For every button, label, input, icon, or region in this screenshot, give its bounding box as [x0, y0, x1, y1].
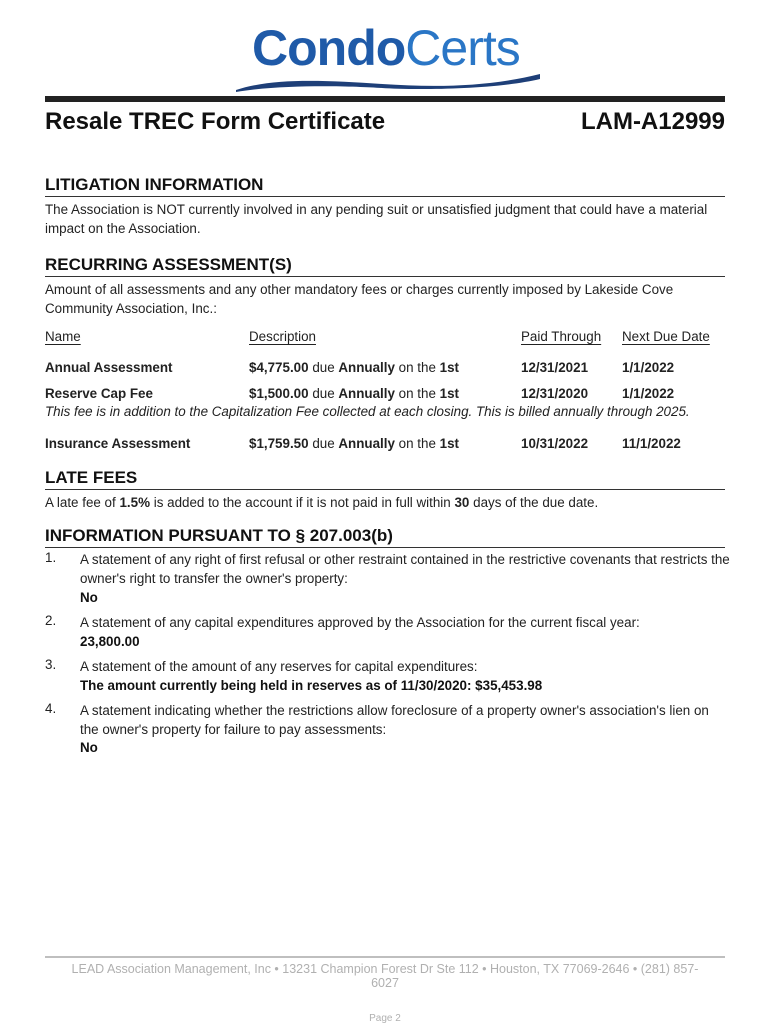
assessment-next-due: 1/1/2022 — [622, 360, 675, 375]
assessment-on-the: on the — [398, 436, 436, 451]
assessment-frequency: Annually — [338, 436, 395, 451]
document-title: Resale TREC Form Certificate — [45, 108, 386, 135]
item-answer: The amount currently being held in reserves as of 11/30/2020: $35,453.98 — [80, 678, 543, 693]
section-heading-late-fees: LATE FEES — [45, 468, 725, 490]
section-heading-litigation: LITIGATION INFORMATION — [45, 175, 725, 197]
logo-wordmark — [252, 18, 520, 78]
item-text: A statement of any right of first refusal or other restraint contained in the restrictive covenants that restricts the owner's right to transfer the owner's property: — [80, 552, 730, 586]
assessment-paid-through: 12/31/2021 — [521, 360, 589, 375]
assessment-name: Insurance Assessment — [45, 436, 191, 451]
document-id: LAM-A12999 — [580, 108, 725, 135]
litigation-text: The Association is NOT currently involved in any pending suit or unsatisfied judgment that could have a material impact on the Association. — [45, 202, 708, 236]
item-text: A statement indicating whether the restrictions allow foreclosure of a property owner's association's lien on the owner's property for failure to pay assessments: — [80, 703, 709, 737]
assessment-amount: $4,775.00 — [249, 360, 309, 375]
assessment-name: Reserve Cap Fee — [45, 386, 153, 401]
late-fee-pre: A late fee of — [45, 495, 116, 510]
column-header-next-due: Next Due Date — [622, 329, 710, 344]
item-text: A statement of any capital expenditures approved by the Association for the current fiscal year: — [80, 615, 640, 630]
assessment-on-the: on the — [398, 386, 436, 401]
item-answer: No — [80, 740, 98, 755]
item-text: A statement of the amount of any reserves for capital expenditures: — [80, 659, 478, 674]
item-number: 4. — [45, 701, 57, 716]
assessment-paid-through: 10/31/2022 — [521, 436, 589, 451]
assessment-note: This fee is in addition to the Capitalization Fee collected at each closing. This is billed annually through 2025. — [45, 404, 690, 419]
condocerts-logo — [232, 18, 542, 92]
late-fee-post: days of the due date. — [473, 495, 599, 510]
assessment-due-word: due — [312, 386, 335, 401]
assessment-next-due: 11/1/2022 — [622, 436, 681, 451]
item-number: 3. — [45, 657, 57, 672]
item-number: 1. — [45, 550, 57, 565]
late-fee-days: 30 — [454, 495, 470, 510]
logo-light-part: Certs — [405, 20, 520, 76]
column-header-paid-through: Paid Through — [521, 329, 602, 344]
footer-address: LEAD Association Management, Inc • 13231 Champion Forest Dr Ste 112 • Houston, TX 77069-2646 • (281) 857-6027 — [71, 962, 699, 990]
assessment-due-word: due — [312, 436, 335, 451]
recurring-intro: Amount of all assessments and any other mandatory fees or charges currently imposed by Lakeside Cove Community Association, Inc.: — [45, 282, 674, 316]
assessment-amount: $1,759.50 — [249, 436, 309, 451]
assessment-name: Annual Assessment — [45, 360, 173, 375]
assessment-day: 1st — [439, 360, 459, 375]
item-number: 2. — [45, 613, 57, 628]
assessment-day: 1st — [439, 386, 459, 401]
section-heading-pursuant: INFORMATION PURSUANT TO § 207.003(b) — [45, 526, 725, 548]
late-fee-mid: is added to the account if it is not paid in full within — [153, 495, 451, 510]
assessment-frequency: Annually — [338, 386, 395, 401]
column-header-description: Description — [249, 329, 316, 344]
logo-swoosh-icon — [232, 70, 542, 92]
late-fee-rate: 1.5% — [119, 495, 150, 510]
assessment-frequency: Annually — [338, 360, 395, 375]
assessment-paid-through: 12/31/2020 — [521, 386, 589, 401]
header-rule — [45, 96, 725, 102]
assessment-amount: $1,500.00 — [249, 386, 309, 401]
section-heading-recurring: RECURRING ASSESSMENT(S) — [45, 255, 725, 277]
assessment-description — [249, 386, 459, 401]
item-answer: 23,800.00 — [80, 634, 140, 649]
page-number: Page 2 — [369, 1013, 401, 1024]
assessment-on-the: on the — [398, 360, 436, 375]
assessment-next-due: 1/1/2022 — [622, 386, 675, 401]
assessment-due-word: due — [312, 360, 335, 375]
column-header-name: Name — [45, 329, 81, 344]
assessment-description — [249, 436, 459, 451]
late-fee-text — [45, 493, 725, 512]
assessment-day: 1st — [439, 436, 459, 451]
logo-bold-part: Condo — [252, 20, 406, 76]
item-answer: No — [80, 590, 98, 605]
assessment-description — [249, 360, 459, 375]
footer-rule — [45, 956, 725, 958]
